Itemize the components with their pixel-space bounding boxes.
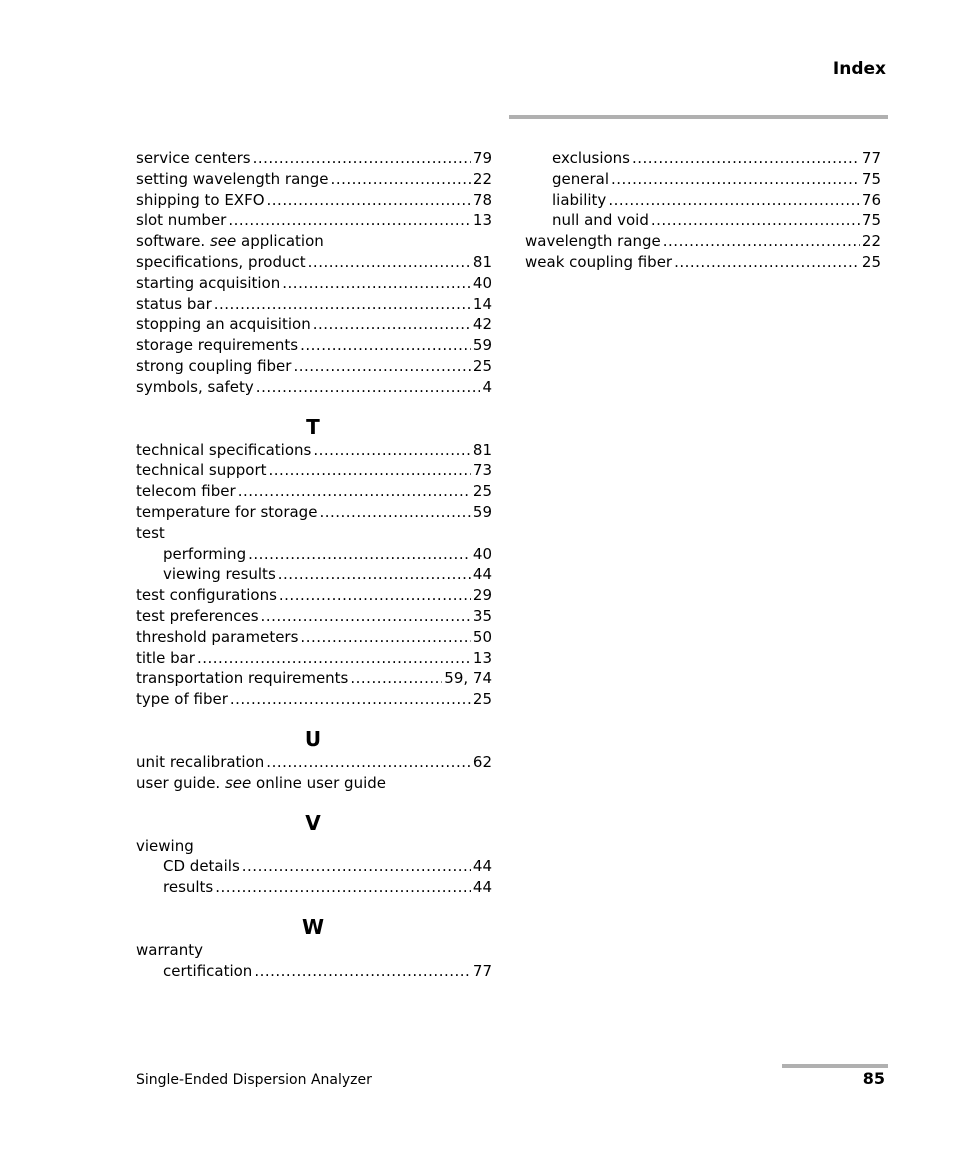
index-entry	[136, 335, 492, 356]
index-term: type of fiber	[136, 690, 228, 709]
index-page-ref[interactable]: 25	[472, 690, 492, 709]
index-term-text: user guide.	[136, 773, 221, 792]
dot-leader	[269, 460, 471, 481]
dot-leader	[331, 169, 471, 190]
index-subentry	[136, 544, 492, 565]
index-term: test preferences	[136, 606, 259, 625]
page-header-title: Index	[832, 59, 886, 79]
index-term	[136, 231, 324, 252]
index-page-ref[interactable]: 75	[861, 169, 881, 188]
index-entry	[136, 648, 492, 669]
index-page-ref[interactable]: 73	[472, 461, 492, 480]
index-page-ref[interactable]: 40	[472, 544, 492, 563]
index-subentry	[136, 877, 492, 898]
index-term: starting acquisition	[136, 273, 281, 292]
index-term: transportation requirements	[136, 669, 349, 688]
index-entry	[136, 314, 492, 335]
index-subentry	[136, 961, 492, 982]
index-term: viewing results	[163, 565, 276, 584]
index-entry	[136, 668, 492, 689]
index-page-ref[interactable]: 77	[472, 961, 492, 980]
index-page-ref[interactable]: 13	[472, 211, 492, 230]
index-page-ref[interactable]: 44	[472, 857, 492, 876]
dot-leader	[632, 148, 860, 169]
header-rule	[509, 115, 888, 119]
index-term: telecom fiber	[136, 482, 236, 501]
dot-leader	[248, 544, 471, 565]
section-letter-t: T	[306, 414, 320, 439]
dot-leader	[663, 231, 860, 252]
index-entry	[136, 356, 492, 377]
section-letter-v: V	[305, 810, 321, 835]
index-subentry	[525, 210, 881, 231]
index-entry	[525, 252, 881, 273]
dot-leader	[308, 252, 471, 273]
index-term: CD details	[163, 857, 240, 876]
index-subentry	[136, 564, 492, 585]
index-page-ref[interactable]: 50	[472, 627, 492, 646]
dot-leader	[319, 502, 470, 523]
dot-leader	[651, 210, 860, 231]
index-term: slot number	[136, 211, 227, 230]
index-entry	[136, 210, 492, 231]
index-entry	[136, 689, 492, 710]
index-term: symbols, safety	[136, 377, 254, 396]
index-page-ref[interactable]: 35	[472, 606, 492, 625]
dot-leader	[674, 252, 860, 273]
index-entry-see-reference	[136, 231, 492, 252]
index-entry	[136, 460, 492, 481]
index-term: performing	[163, 544, 247, 563]
index-term: weak coupling fiber	[525, 252, 673, 271]
index-entry	[136, 148, 492, 169]
dot-leader	[300, 627, 470, 648]
index-page-ref[interactable]: 42	[472, 315, 492, 334]
index-entry	[136, 627, 492, 648]
index-page-ref[interactable]: 22	[472, 169, 492, 188]
dot-leader	[215, 877, 471, 898]
index-term: certification	[163, 961, 253, 980]
index-term: service centers	[136, 149, 251, 167]
index-entry	[136, 752, 492, 773]
index-term: threshold parameters	[136, 627, 299, 646]
index-column-right	[525, 148, 881, 273]
footer-page-number: 85	[862, 1069, 885, 1088]
index-term-text: software.	[136, 232, 206, 251]
index-page-ref[interactable]: 25	[472, 356, 492, 375]
index-page-ref[interactable]: 25	[861, 252, 881, 271]
index-term: general	[552, 169, 610, 188]
index-term: liability	[552, 190, 607, 209]
dot-leader	[197, 648, 471, 669]
index-page-ref[interactable]: 59	[472, 502, 492, 521]
dot-leader	[267, 190, 471, 211]
index-term: specifications, product	[136, 252, 306, 271]
index-entry	[136, 606, 492, 627]
index-page-ref[interactable]: 22	[861, 232, 881, 251]
index-term: results	[163, 878, 214, 897]
dot-leader	[282, 273, 471, 294]
index-entry	[136, 481, 492, 502]
footer-rule	[782, 1064, 888, 1068]
index-term: wavelength range	[525, 232, 661, 251]
index-page-ref[interactable]: 29	[472, 586, 492, 605]
see-keyword: see	[209, 232, 237, 251]
index-entry-heading	[136, 523, 492, 544]
dot-leader	[313, 440, 471, 461]
index-term: temperature for storage	[136, 502, 318, 521]
index-term: test configurations	[136, 586, 277, 605]
index-subentry	[525, 148, 881, 169]
index-term: technical specifications	[136, 440, 312, 459]
index-page-ref[interactable]: 59	[472, 336, 492, 355]
index-page-ref[interactable]: 79	[472, 149, 492, 167]
index-page-ref[interactable]: 59, 74	[444, 669, 492, 688]
index-term: unit recalibration	[136, 752, 265, 771]
index-subentry	[136, 856, 492, 877]
dot-leader	[313, 314, 471, 335]
dot-leader	[300, 335, 471, 356]
index-column-left	[136, 148, 492, 982]
index-term: test	[136, 523, 165, 542]
index-page-ref[interactable]: 81	[472, 252, 492, 271]
index-term: title bar	[136, 648, 195, 667]
index-term: setting wavelength range	[136, 169, 329, 188]
index-term: shipping to EXFO	[136, 190, 265, 209]
see-target[interactable]: application	[241, 232, 324, 251]
dot-leader	[611, 169, 860, 190]
index-entry	[136, 190, 492, 211]
index-entry	[525, 231, 881, 252]
footer-document-title: Single-Ended Dispersion Analyzer	[136, 1072, 372, 1088]
index-page-ref[interactable]: 14	[472, 294, 492, 313]
index-entry-heading	[136, 940, 492, 961]
see-keyword: see	[224, 773, 252, 792]
index-page-ref[interactable]: 13	[472, 648, 492, 667]
index-term	[136, 773, 386, 794]
index-term: viewing	[136, 836, 194, 855]
index-entry-see-reference	[136, 773, 492, 794]
dot-leader	[214, 294, 471, 315]
index-page-ref[interactable]: 25	[472, 482, 492, 501]
dot-leader	[261, 606, 471, 627]
index-page-ref[interactable]: 75	[861, 211, 881, 230]
index-term: warranty	[136, 940, 203, 959]
index-entry	[136, 377, 492, 398]
index-page-ref[interactable]: 77	[861, 149, 881, 167]
section-letter-u: U	[304, 726, 322, 751]
index-entry	[136, 273, 492, 294]
index-entry-heading	[136, 836, 492, 857]
index-entry	[136, 585, 492, 606]
index-entry	[136, 252, 492, 273]
index-entry	[136, 169, 492, 190]
index-page-ref[interactable]: 62	[472, 752, 492, 771]
index-term: null and void	[552, 211, 649, 230]
dot-leader	[253, 148, 471, 169]
index-term: technical support	[136, 461, 267, 480]
index-term: storage requirements	[136, 336, 299, 355]
see-target[interactable]: online user guide	[256, 773, 387, 792]
index-entry	[136, 502, 492, 523]
dot-leader	[608, 190, 860, 211]
index-entry	[136, 440, 492, 461]
index-page-ref[interactable]: 76	[861, 190, 881, 209]
index-subentry	[525, 169, 881, 190]
index-term: status bar	[136, 294, 212, 313]
dot-leader	[238, 481, 471, 502]
index-term: stopping an acquisition	[136, 315, 311, 334]
index-page-ref[interactable]: 81	[472, 440, 492, 459]
dot-leader	[242, 856, 471, 877]
index-term: strong coupling fiber	[136, 356, 292, 375]
section-letter-w: W	[301, 914, 325, 939]
index-page-ref[interactable]: 44	[472, 878, 492, 897]
dot-leader	[254, 961, 471, 982]
index-entry	[136, 294, 492, 315]
dot-leader	[279, 585, 471, 606]
index-subentry	[525, 190, 881, 211]
index-page-ref[interactable]: 44	[472, 565, 492, 584]
dot-leader	[278, 564, 471, 585]
index-term: exclusions	[552, 149, 630, 167]
dot-leader	[256, 377, 481, 398]
dot-leader	[350, 668, 442, 689]
index-page-ref[interactable]: 4	[482, 377, 492, 396]
dot-leader	[230, 689, 471, 710]
dot-leader	[293, 356, 470, 377]
dot-leader	[228, 210, 471, 231]
index-page-ref[interactable]: 40	[472, 273, 492, 292]
dot-leader	[266, 752, 471, 773]
index-page-ref[interactable]: 78	[472, 190, 492, 209]
